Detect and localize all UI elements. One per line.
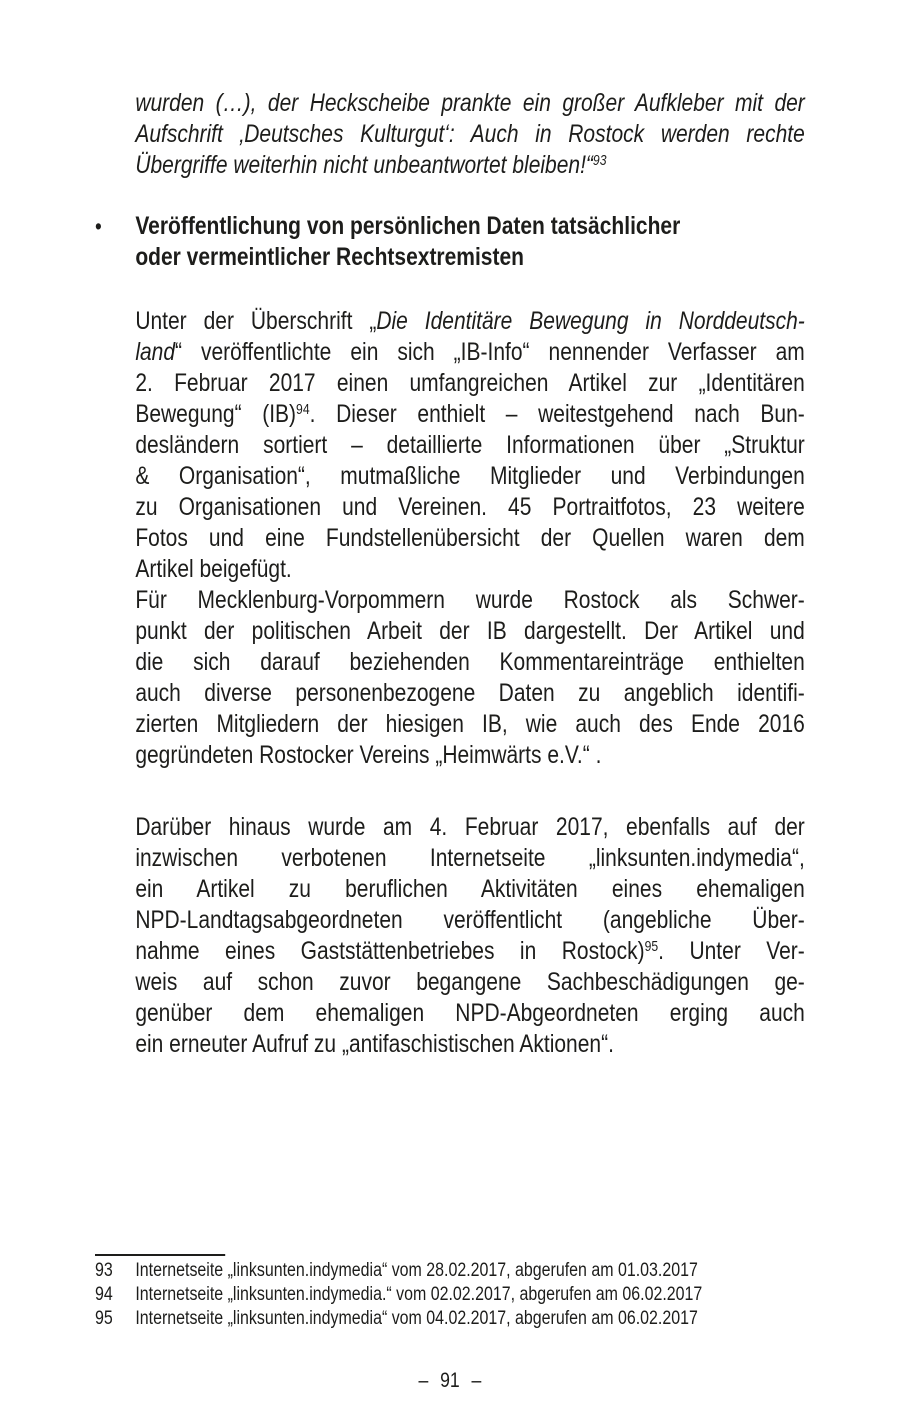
footnote-text: Internetseite „linksunten.indymedia“ vom 28.02.2017, abgerufen am 01.03.2017 bbox=[135, 1260, 698, 1281]
footnote-list bbox=[95, 1259, 805, 1331]
page-footer bbox=[95, 1368, 805, 1394]
footnote-text: Internetseite „linksunten.indymedia.“ vom 02.02.2017, abgerufen am 06.02.2017 bbox=[135, 1284, 703, 1305]
bullet-list-item bbox=[95, 211, 805, 273]
footnote-section bbox=[95, 1254, 805, 1331]
content-column bbox=[95, 0, 805, 1425]
footnote-item bbox=[95, 1307, 805, 1331]
footnote-item bbox=[95, 1259, 805, 1283]
bullet-icon: • bbox=[95, 213, 102, 239]
footnote-text: Internetseite „linksunten.indymedia“ vom 04.02.2017, abgerufen am 06.02.2017 bbox=[135, 1308, 698, 1329]
footnote-item bbox=[95, 1283, 805, 1307]
page-number: 91 bbox=[440, 1369, 460, 1392]
quote-paragraph: wurden (…), der Heckscheibe prankte ein großer Aufkleber mit der Aufschrift ‚Deutsches Kulturgut‘: Auch in Rostock werden rechte Übergriffe weiterhin nicht unbeantwortet bleiben!“$^{93}$ bbox=[135, 89, 805, 179]
footnote-number: 93 bbox=[95, 1260, 113, 1281]
footer-dash-right: – bbox=[471, 1369, 482, 1392]
footnote-number: 94 bbox=[95, 1284, 113, 1305]
footer-dash-left: – bbox=[418, 1369, 429, 1392]
section-heading: Veröffentlichung von persönlichen Daten tatsächlicher oder vermeintlicher Rechtsextremisten bbox=[135, 212, 681, 271]
body-paragraph-identitaere-bewegung: Unter der Überschrift „Die Identitäre Bewegung in Norddeutsch- land“ veröffentlichte ein sich „IB-Info“ nennender Verfasser am 2. Februar 2017 einen umfangreichen Artikel zur „Identitären Bewegung“ (IB)$^{94}$. Dieser enthielt – weitestgehend nach Bun- desländern sortiert – detaillierte Informationen über „Struktur & Organisation“, mutmaßliche Mitglieder und Verbindungen zu Organisationen und Vereinen. 45 Portraitfotos, 23 weitere Fotos und eine Fundstellenübersicht der Quellen waren dem Artikel beigefügt. Für Mecklenburg-Vorpommern wurde Rostock als Schwer- punkt der politischen Arbeit der IB dargestellt. Der Artikel und die sich darauf beziehenden Kommentareinträge enthielten auch diverse personenbezogene Daten zu angeblich identifi- zierten Mitgliedern der hiesigen IB, wie auch des Ende 2016 gegründeten Rostocker Vereins „Heimwärts e.V.“ . bbox=[135, 307, 805, 769]
body-paragraph-npd-abgeordneter: Darüber hinaus wurde am 4. Februar 2017, ebenfalls auf der inzwischen verbotenen Internetseite „linksunten.indymedia“, ein Artikel zu beruflichen Aktivitäten eines ehemaligen NPD-Landtagsabgeordneten veröffentlicht (angebliche Über- nahme eines Gaststättenbetriebes in Rostock)$^{95}$. Unter Ver- weis auf schon zuvor begangene Sachbeschädigungen ge- genüber dem ehemaligen NPD-Abgeordneten erging auch ein erneuter Aufruf zu „antifaschistischen Aktionen“. bbox=[135, 813, 805, 1058]
footnote-separator-rule bbox=[95, 1254, 225, 1256]
footnote-number: 95 bbox=[95, 1308, 113, 1329]
